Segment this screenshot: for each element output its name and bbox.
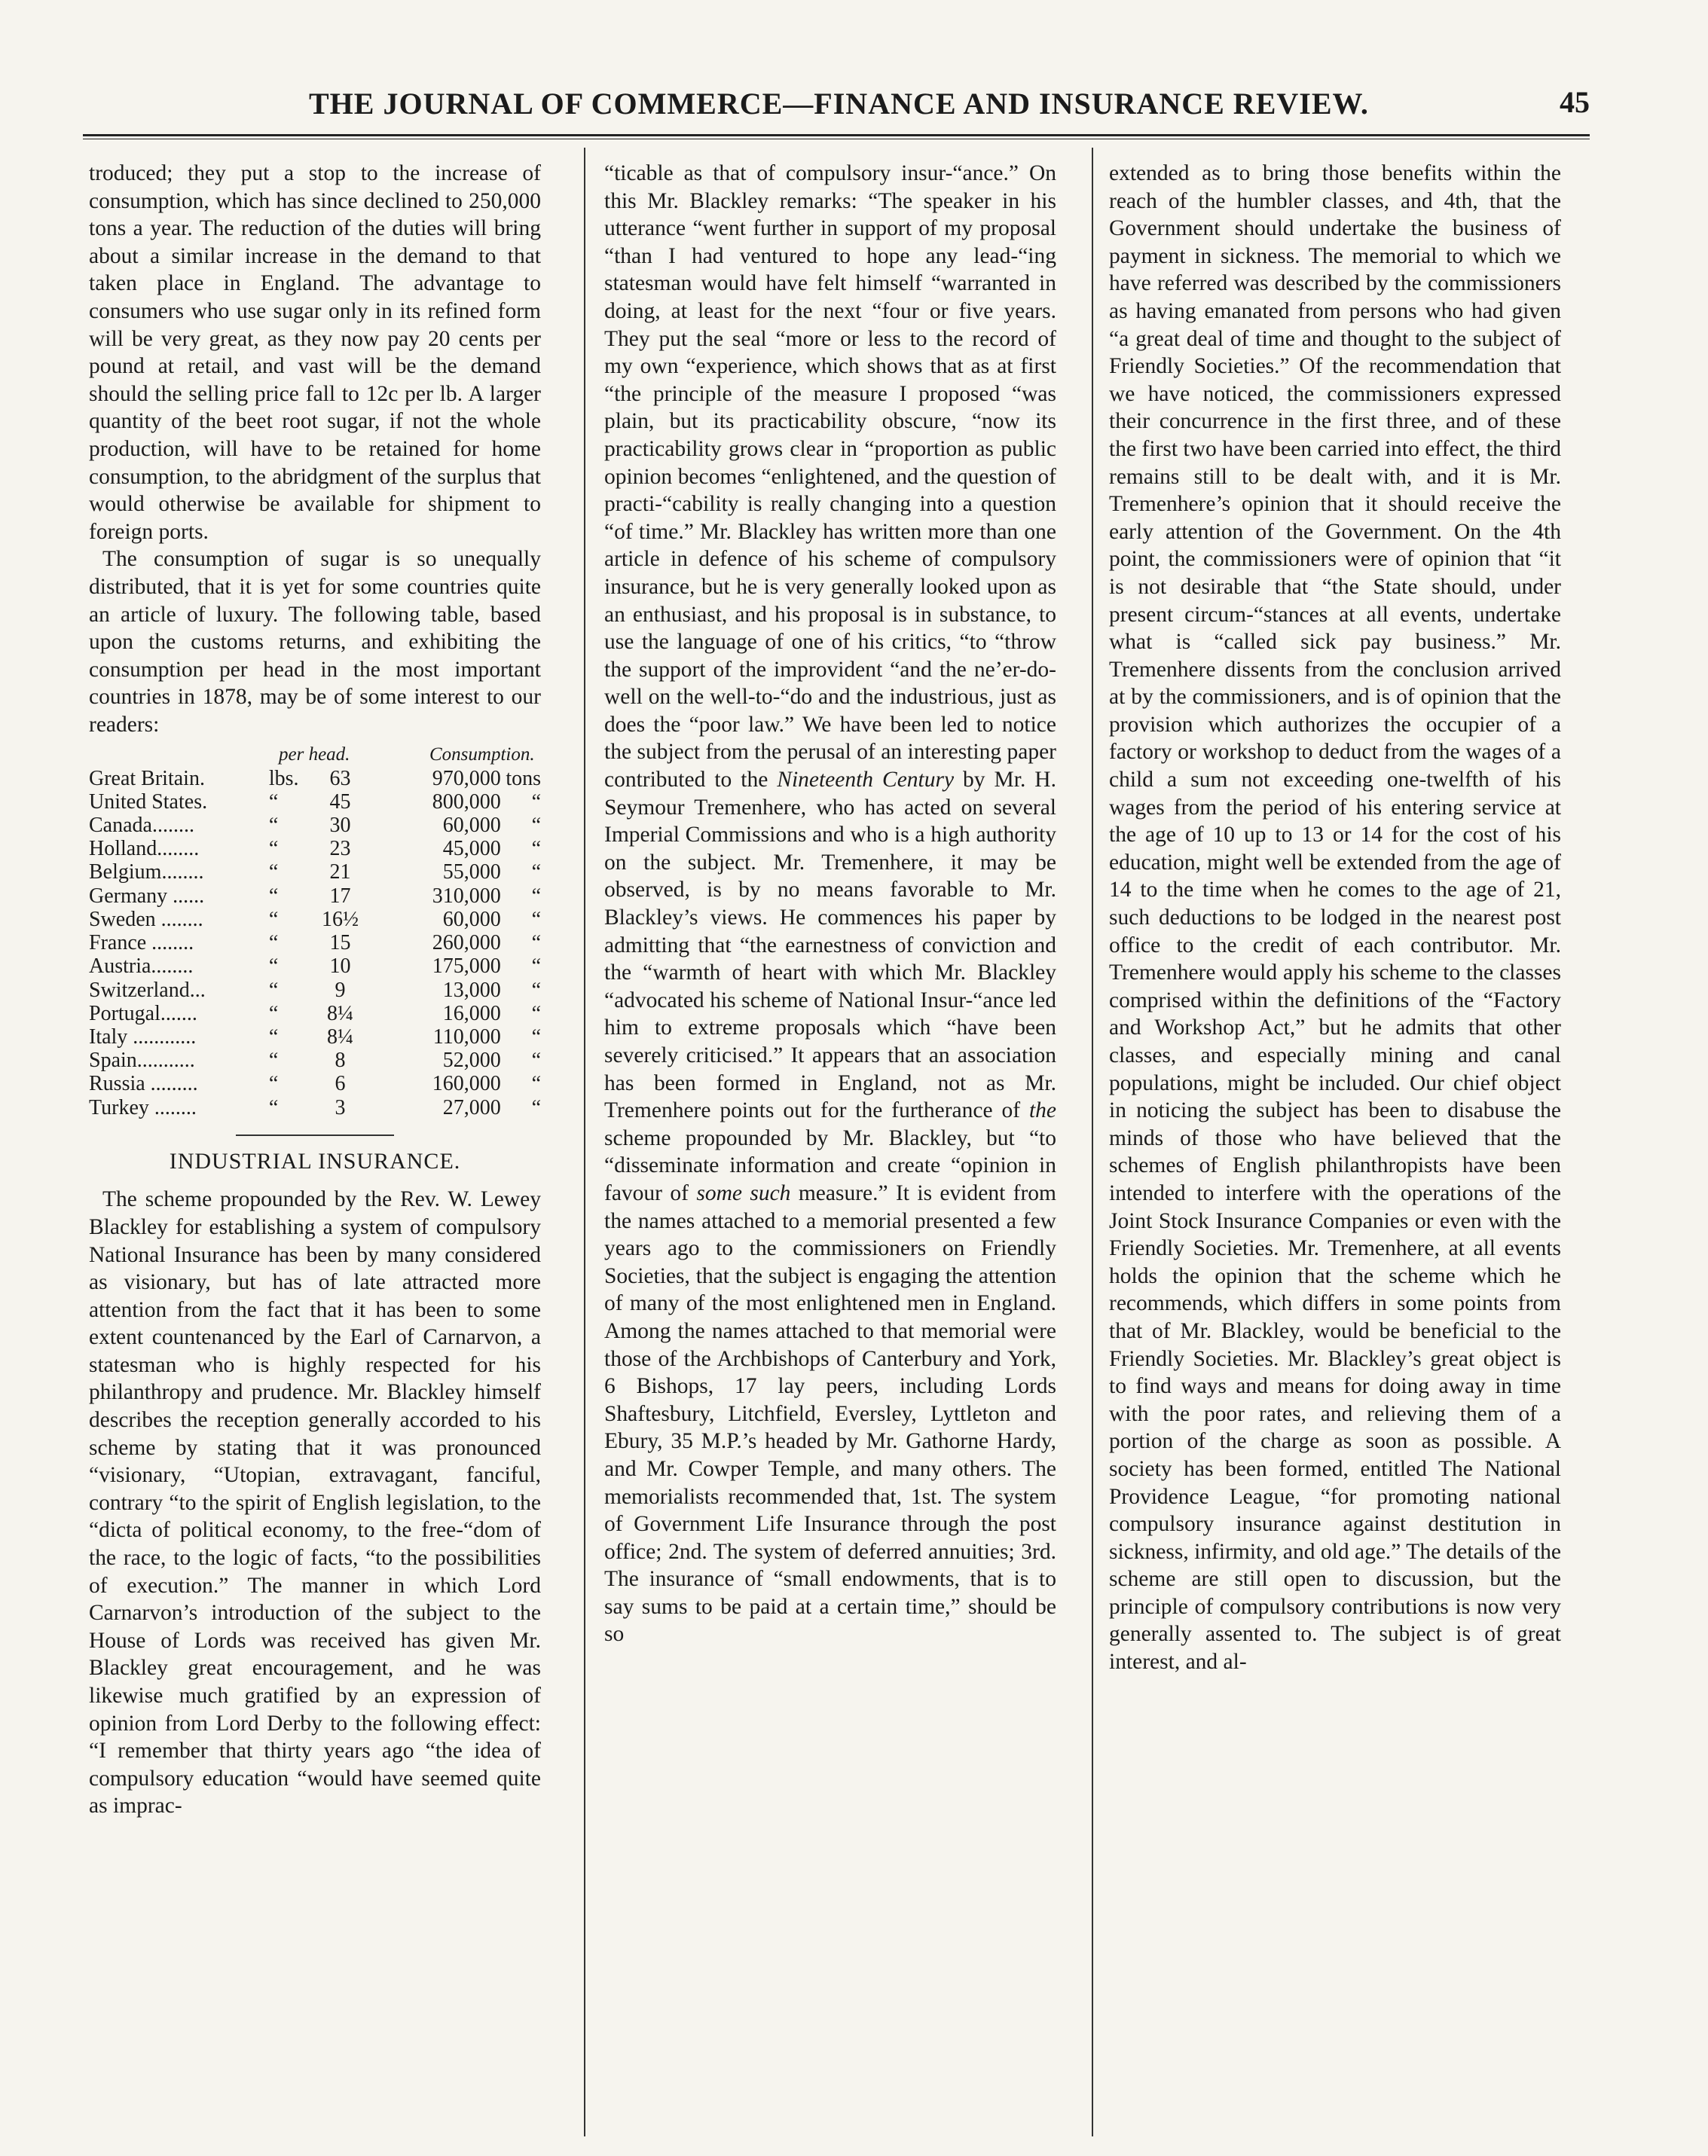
unit-cell: “ <box>268 789 279 814</box>
consumption-cell: 27,000 <box>442 1095 501 1119</box>
section-heading: INDUSTRIAL INSURANCE. <box>169 1148 461 1174</box>
section-divider <box>236 1134 394 1136</box>
consumption-cell: 800,000 <box>432 789 501 814</box>
table-row <box>89 1025 541 1049</box>
consumption-cell: 55,000 <box>442 860 501 884</box>
tons-cell: “ <box>531 1095 542 1119</box>
table-row <box>89 1096 541 1119</box>
table-row <box>89 860 541 884</box>
country-cell: Canada........ <box>89 814 194 838</box>
table-row <box>89 908 541 931</box>
per-head-cell: 3 <box>335 1095 346 1119</box>
tons-cell: “ <box>531 860 542 884</box>
table-body <box>89 767 541 1119</box>
consumption-cell: 13,000 <box>442 978 501 1002</box>
table-row <box>89 954 541 978</box>
paragraph: The consumption of sugar is so unequally distributed, that it is yet for some countries quite an article of luxury. The following table, based upon the customs returns, and exhibiting the consumption per head in the most important countries in 1878, may be of some interest to our readers: <box>89 547 541 737</box>
table-row <box>89 767 541 790</box>
per-head-cell: 8 <box>335 1049 346 1073</box>
unit-cell: “ <box>268 1001 279 1025</box>
consumption-cell: 260,000 <box>432 931 501 955</box>
country-cell: Great Britain. <box>89 766 205 790</box>
per-head-cell: 6 <box>335 1072 346 1096</box>
tons-cell: “ <box>531 1072 542 1096</box>
unit-cell: “ <box>268 978 279 1002</box>
unit-cell: “ <box>268 1025 279 1049</box>
unit-cell: “ <box>268 954 279 979</box>
column-divider <box>1092 148 1093 2136</box>
italic-text: the <box>1028 1098 1056 1123</box>
table-row <box>89 1002 541 1025</box>
country-cell: Portugal....... <box>89 1001 197 1025</box>
table-row <box>89 1049 541 1072</box>
per-head-header: per head. <box>279 744 350 765</box>
per-head-cell: 63 <box>329 766 351 790</box>
unit-cell: “ <box>268 931 279 955</box>
country-cell: Belgium........ <box>89 860 204 884</box>
paragraph: The scheme propounded by the Rev. W. Lewey Blackley for establishing a system of compulsory National Insurance has been by many considered as visionary, but has of late attracted more attention from the fact that it has been to some extent countenanced by the Earl of Carnarvon, a statesman who is highly respected for his philanthropy and prudence. Mr. Blackley himself describes the reception generally accorded to his scheme by stating that it was pronounced “visionary, “Utopian, extravagant, fanciful, contrary “to the spirit of English legislation, to the “dicta of political economy, to the free-“dom of the race, to the logic of facts, “to the possibilities of execution.” The manner in which Lord Carnarvon’s introduction of the subject to the House of Lords was received has given Mr. Blackley great encouragement, and he was likewise much gratified by an expression of opinion from Lord Derby to the following effect: “I remember that thirty years ago “the idea of compulsory education “would have seemed quite as imprac- <box>89 1187 541 1819</box>
tons-cell: “ <box>531 837 542 861</box>
country-cell: France ........ <box>89 931 194 955</box>
table-row <box>89 1072 541 1095</box>
italic-text: Nineteenth Century <box>777 768 955 792</box>
per-head-cell: 10 <box>329 954 351 979</box>
per-head-cell: 9 <box>335 978 346 1002</box>
header-rule <box>83 134 1590 139</box>
consumption-cell: 175,000 <box>432 954 501 979</box>
tons-cell: “ <box>531 789 542 814</box>
tons-cell: “ <box>531 884 542 908</box>
per-head-cell: 15 <box>329 931 351 955</box>
country-cell: Spain........... <box>89 1049 195 1073</box>
tons-cell: “ <box>531 1049 542 1073</box>
paragraph: troduced; they put a stop to the increase of consumption, which has since declined to 250,000 tons a year. The reduction of the duties will bring about a similar increase in the demand to that taken place in England. The advantage to consumers who use sugar only in its refined form will be very great, as they now pay 20 cents per pound at retail, and vast will be the demand should the selling price fall to 12c per lb. A larger quantity of the beet root sugar, if not the whole production, will have to be retained for home consumption, to the abridgment of the surplus that would otherwise be available for shipment to foreign ports. <box>89 161 541 544</box>
tons-cell: “ <box>531 1025 542 1049</box>
paragraph: extended as to bring those benefits within the reach of the humbler classes, and 4th, that the Government should undertake the business of payment in sickness. The memorial to which we have referred was described by the commissioners as having emanated from persons who had given “a great deal of time and thought to the subject of Friendly Societies.” Of the recommendation that we have noticed, the commissioners expressed their concurrence in the first three, and of these the first two have been carried into effect, the third remains still to be dealt with, and it is Mr. Tremenhere’s opinion that it should receive the early attention of the Government. On the 4th point, the commissioners were of opinion that “it is not desirable that “the State should, under present circum-“stances at all events, undertake what is “called sick pay business.” Mr. Tremenhere dissents from the conclusion arrived at by the commissioners, and is of opinion that the provision which authorizes the occupier of a factory or workshop to deduct from the wages of a child a sum not exceeding one-twelfth of his wages from the period of his entering service at the age of 10 up to 13 or 14 for the cost of his education, might well be extended from the age of 14 to the time when he comes to the age of 21, such deductions to be lodged in the nearest post office to the credit of each contributor. Mr. Tremenhere would apply his scheme to the classes comprised within the definitions of the “Factory and Workshop Act,” but he admits that other classes, and especially mining and canal populations, might be included. Our chief object in noticing the subject has been to disabuse the minds of those who have believed that the schemes of English philanthropists have been intended to interfere with the operations of the Joint Stock Insurance Companies or even with the Friendly Societies. Mr. Tremenhere, at all events holds the opinion that the scheme which he recommends, which differs in some points from that of Mr. Blackley, would be beneficial to the Friendly Societies. Mr. Blackley’s great object is to find ways and means for doing away in time with the poor rates, and relieving them of a portion of the charge as soon as possible. A society has been formed, entitled The National Providence League, “for promoting national compulsory insurance against destitution in sickness, infirmity, and old age.” The details of the scheme are still open to discussion, but the principle of compulsory contributions is now very generally assented to. The subject is of great interest, and al- <box>1109 161 1561 1675</box>
unit-cell: “ <box>268 814 279 838</box>
unit-cell: “ <box>268 907 279 931</box>
unit-cell: lbs. <box>268 766 299 790</box>
unit-cell: “ <box>268 1049 279 1073</box>
column-2 <box>604 160 1056 1648</box>
tons-cell: “ <box>531 814 542 838</box>
tons-cell: “ <box>531 907 542 931</box>
italic-text: some such <box>696 1180 791 1205</box>
country-cell: Turkey ........ <box>89 1095 197 1119</box>
text-run: by Mr. H. Seymour Tremenhere, who has acted on several Imperial Commissions and who is a high authority on the subject. Mr. Tremenhere, it may be observed, is by no means favorable to Mr. Blackley’s views. He commences his paper by admitting that “the earnestness of conviction and the “warmth of heart with which Mr. Blackley “advocated his scheme of National Insur-“ance led him to extreme proposals which “have been severely criticised.” It appears that an association has been formed in England, not as Mr. Tremenhere points out for the furtherance of <box>604 768 1056 1123</box>
journal-title: THE JOURNAL OF COMMERCE—FINANCE AND INSURANCE REVIEW. <box>309 87 1369 121</box>
consumption-cell: 310,000 <box>432 884 501 908</box>
table-row <box>89 814 541 837</box>
table-row <box>89 931 541 954</box>
unit-cell: “ <box>268 1072 279 1096</box>
per-head-cell: 17 <box>329 884 351 908</box>
consumption-cell: 60,000 <box>442 907 501 931</box>
text-run: scheme propounded by Mr. Blackley, but “to “disseminate information and create “opinion in favour of <box>604 1125 1056 1205</box>
consumption-cell: 160,000 <box>432 1072 501 1096</box>
country-cell: Holland........ <box>89 837 200 861</box>
tons-cell: “ <box>531 931 542 955</box>
consumption-cell: 52,000 <box>442 1049 501 1073</box>
unit-cell: “ <box>268 837 279 861</box>
country-cell: Sweden ........ <box>89 907 203 931</box>
column-1 <box>89 160 541 1820</box>
country-cell: Austria........ <box>89 954 194 979</box>
country-cell: Russia ......... <box>89 1072 198 1096</box>
unit-cell: “ <box>268 884 279 908</box>
unit-cell: “ <box>268 860 279 884</box>
consumption-cell: 45,000 <box>442 837 501 861</box>
column-divider <box>584 148 585 2136</box>
column-3 <box>1109 160 1561 1676</box>
tons-cell: “ <box>531 954 542 979</box>
sugar-consumption-table <box>89 743 541 1119</box>
country-cell: Switzerland... <box>89 978 206 1002</box>
unit-cell: “ <box>268 1095 279 1119</box>
tons-cell: “ <box>531 1001 542 1025</box>
per-head-cell: 21 <box>329 860 351 884</box>
text-run: “ticable as that of compulsory insur-“ance.” On this Mr. Blackley remarks: “The speaker in his utterance “went further in support of my proposal “than I had ventured to hope any lead-“ing statesman would have felt himself “warranted in doing, at least for the next “four or five years. They put the seal “more or less to the record of my own “experience, which shows that as at first “the principle of the measure I proposed “was plain, but its practicability obscure, “now its practicability grows clear in “proportion as public opinion becomes “enlightened, and the question of practi-“cability is really changing into a question “of time.” Mr. Blackley has written more than one article in defence of his scheme of compulsory insurance, but he is very generally looked upon as an enthusiast, and his proposal is in substance, to use the language of one of his critics, “to “throw the support of the improvident “and the ne’er-do-well on the well-to-“do and the industrious, just as does the “poor law.” We have been led to notice the subject from the perusal of an interesting paper contributed to the <box>604 161 1056 792</box>
per-head-cell: 8¼ <box>327 1025 354 1049</box>
tons-cell: tons <box>506 766 542 790</box>
country-cell: Germany ...... <box>89 884 205 908</box>
page-header <box>83 81 1590 127</box>
country-cell: United States. <box>89 789 208 814</box>
per-head-cell: 8¼ <box>327 1001 354 1025</box>
per-head-cell: 23 <box>329 837 351 861</box>
text-run: measure.” It is evident from the names attached to a memorial presented a few years ago to the commissioners on Friendly Societies, that the subject is engaging the attention of many of the most enlightened men in England. Among the names attached to that memorial were those of the Archbishops of Canterbury and York, 6 Bishops, 17 lay peers, including Lords Shaftesbury, Litchfield, Eversley, Lyttleton and Ebury, 35 M.P.’s headed by Mr. Gathorne Hardy, and Mr. Cowper Temple, and many others. The memorialists recommended that, 1st. The system of Government Life Insurance through the post office; 2nd. The system of deferred annuities; 3rd. The insurance of “small endowments, that is to say sums to be paid at a certain time,” should be so <box>604 1180 1056 1647</box>
page-number: 45 <box>1560 85 1590 119</box>
consumption-cell: 16,000 <box>442 1001 501 1025</box>
table-row <box>89 837 541 860</box>
per-head-cell: 45 <box>329 789 351 814</box>
consumption-cell: 110,000 <box>432 1025 501 1049</box>
table-row <box>89 979 541 1002</box>
consumption-header: Consumption. <box>429 744 535 765</box>
table-row <box>89 790 541 814</box>
tons-cell: “ <box>531 978 542 1002</box>
per-head-cell: 16½ <box>322 907 359 931</box>
table-header <box>89 743 541 766</box>
table-row <box>89 884 541 908</box>
consumption-cell: 970,000 <box>432 766 501 790</box>
country-cell: Italy ............ <box>89 1025 197 1049</box>
per-head-cell: 30 <box>329 814 351 838</box>
paragraph <box>604 160 1056 1648</box>
consumption-cell: 60,000 <box>442 814 501 838</box>
